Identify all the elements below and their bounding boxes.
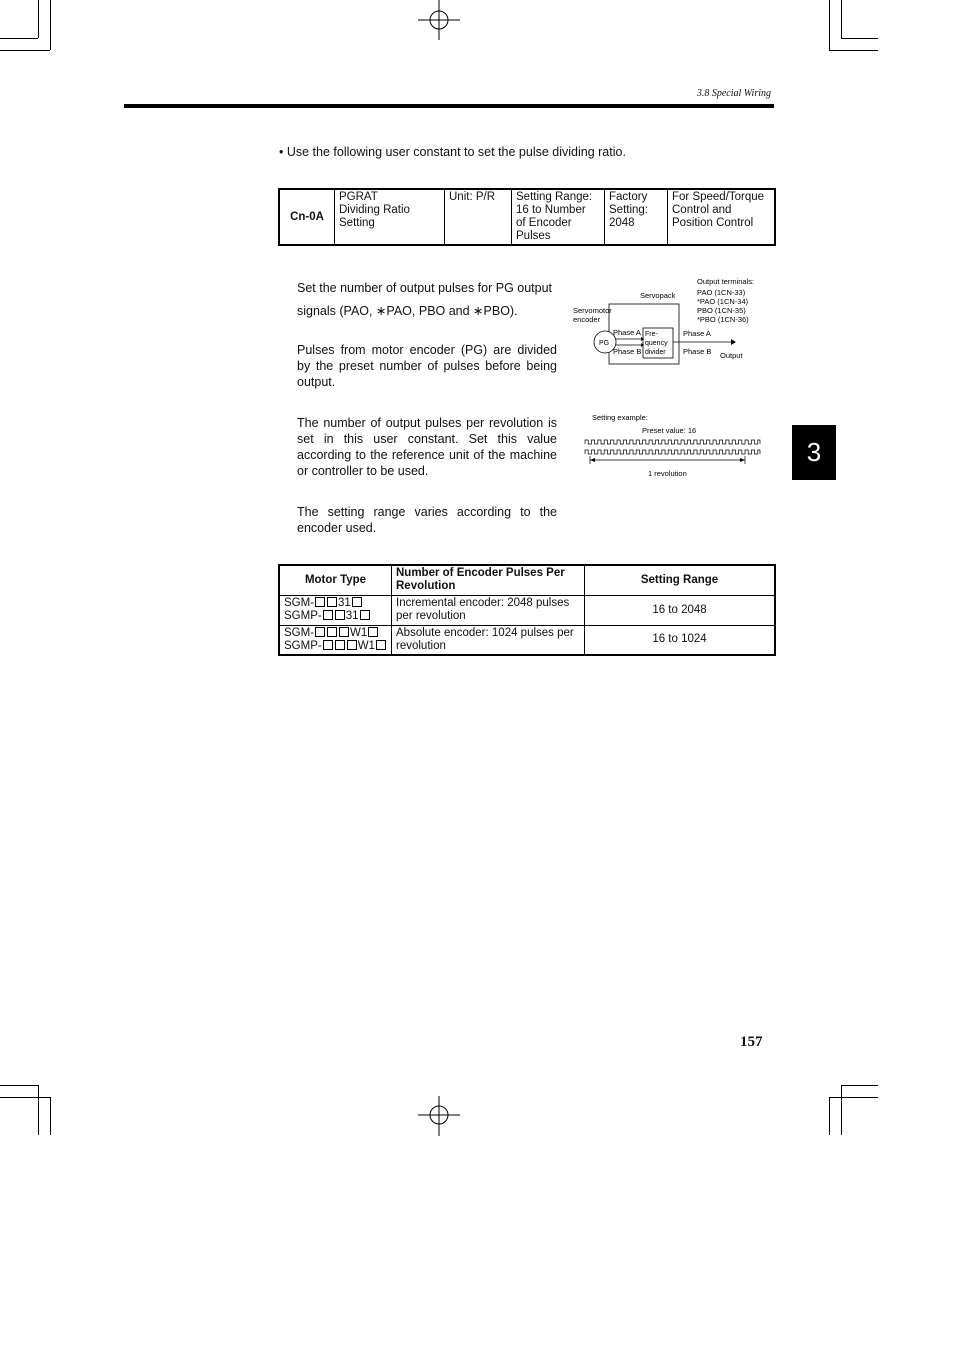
header-rule [124, 104, 774, 108]
terminal-pao: PAO (1CN-33) [697, 288, 746, 297]
encoder-pulses-cell: Absolute encoder: 1024 pulses per revolution [392, 625, 585, 655]
svg-text:quency: quency [645, 340, 668, 347]
divider-block-diagram [568, 275, 768, 370]
terminal-pbo-inv: *PBO (1CN-36) [697, 315, 749, 324]
encoder-pulses-cell: Incremental encoder: 2048 pulses per revolution [392, 595, 585, 625]
servopack-label: Servopack [640, 291, 676, 300]
param-code: Cn-0A [279, 189, 335, 245]
col-motor-type: Motor Type [279, 565, 392, 595]
terminal-pbo: PBO (1CN-35) [697, 306, 746, 315]
param-unit: Unit: P/R [445, 189, 512, 245]
terminal-pao-inv: *PAO (1CN-34) [697, 297, 749, 306]
output-terminals-label: Output terminals: [697, 277, 755, 286]
phase-b-in-label: Phase B [613, 347, 642, 356]
svg-text:Fre-: Fre- [645, 331, 658, 338]
one-revolution-label: 1 revolution [648, 469, 687, 478]
servomotor-label: Servomotor [573, 306, 612, 315]
pulse-train-divided [585, 440, 760, 444]
phase-a-out-label: Phase A [683, 329, 711, 338]
output-label: Output [720, 351, 743, 360]
phase-b-out-label: Phase B [683, 347, 712, 356]
table-row [279, 595, 775, 625]
phase-a-in-label: Phase A [613, 328, 641, 337]
intro-bullet: • Use the following user constant to set the pulse dividing ratio. [279, 145, 626, 159]
motor-type-cell: SGM- 31 SGMP- 31 [279, 595, 392, 625]
param-factory-setting: Factory Setting: 2048 [605, 189, 668, 245]
registration-target-top [418, 0, 460, 42]
setting-range-cell: 16 to 2048 [585, 595, 776, 625]
svg-text:divider: divider [645, 349, 666, 356]
preset-value-label: Preset value: 16 [642, 426, 697, 435]
registration-target-bottom [418, 1094, 460, 1136]
col-setting-range: Setting Range [585, 565, 776, 595]
pg-label: PG [599, 340, 610, 347]
paragraph-pulses-per-rev: The number of output pulses per revolution is set in this user constant. Set this value according to the reference unit of the machine or controller to be used. [297, 416, 557, 478]
paragraph-output-pulses: Set the number of output pulses for PG output signals (PAO, ∗PAO, PBO and ∗PBO). [297, 281, 553, 318]
parameter-table [278, 188, 776, 246]
paragraph-setting-range: The setting range varies according to the encoder used. [297, 505, 557, 535]
col-encoder-pulses: Number of Encoder Pulses Per Revolution [392, 565, 585, 595]
setting-example-diagram [580, 410, 770, 482]
page-number: 157 [740, 1034, 763, 1050]
pulse-train-encoder [585, 450, 760, 454]
table-row [279, 625, 775, 655]
motor-type-cell: SGM- W1 SGMP- W1 [279, 625, 392, 655]
motor-type-table [278, 564, 776, 656]
setting-range-cell: 16 to 1024 [585, 625, 776, 655]
param-range: Setting Range: 16 to Number of Encoder Pulses [512, 189, 605, 245]
section-header: 3.8 Special Wiring [696, 88, 771, 99]
param-control-mode: For Speed/Torque Control and Position Control [668, 189, 776, 245]
param-name: PGRAT Dividing Ratio Setting [335, 189, 445, 245]
chapter-tab: 3 [792, 425, 836, 480]
encoder-label: encoder [573, 315, 601, 324]
paragraph-pulse-division: Pulses from motor encoder (PG) are divided by the preset number of pulses before being output. [297, 343, 557, 389]
setting-example-label: Setting example: [592, 413, 648, 422]
